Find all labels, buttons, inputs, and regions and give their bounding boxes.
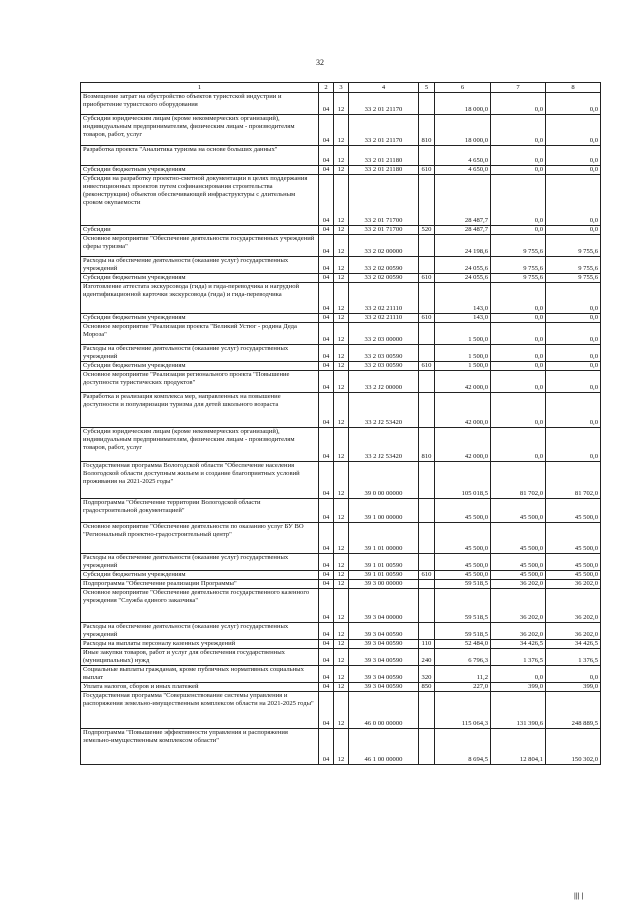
code-rz: 04: [319, 146, 334, 166]
amount-year-3: 0,0: [546, 283, 601, 314]
column-number: 1: [81, 83, 319, 93]
column-number: 8: [546, 83, 601, 93]
code-rz: 04: [319, 554, 334, 571]
code-vr: [419, 175, 435, 226]
code-vr: [419, 345, 435, 362]
code-pr: 12: [334, 257, 349, 274]
row-name: Изготовление аттестата экскурсовода (гида) и гида-переводчика и нагрудной идентификационной карточки экскурсовода (гида) и гида-переводчика: [81, 283, 319, 314]
code-rz: 04: [319, 692, 334, 729]
amount-year-1: 28 487,7: [435, 175, 491, 226]
code-rz: 04: [319, 666, 334, 683]
amount-year-1: 143,0: [435, 314, 491, 323]
column-number: 2: [319, 83, 334, 93]
row-name: Субсидии бюджетным учреждениям: [81, 274, 319, 283]
table-row: [81, 666, 601, 683]
code-csr: 39 1 01 00590: [349, 571, 419, 580]
amount-year-2: 81 702,0: [491, 462, 546, 499]
code-rz: 04: [319, 235, 334, 257]
amount-year-3: 45 500,0: [546, 523, 601, 554]
row-name: Основное мероприятие "Обеспечение деятельности государственных учреждений сферы туризма": [81, 235, 319, 257]
amount-year-3: 248 889,5: [546, 692, 601, 729]
code-csr: 33 2 02 21110: [349, 314, 419, 323]
row-name: Иные закупки товаров, работ и услуг для обеспечения государственных (муниципальных) нужд: [81, 649, 319, 666]
amount-year-2: 0,0: [491, 115, 546, 146]
code-pr: 12: [334, 362, 349, 371]
amount-year-3: 9 755,6: [546, 257, 601, 274]
column-number: 6: [435, 83, 491, 93]
code-pr: 12: [334, 314, 349, 323]
code-pr: 12: [334, 683, 349, 692]
table-row: [81, 115, 601, 146]
amount-year-3: 0,0: [546, 362, 601, 371]
page-number: 32: [316, 58, 324, 67]
row-name: Субсидии бюджетным учреждениям: [81, 166, 319, 175]
code-vr: [419, 554, 435, 571]
code-csr: 33 2 01 71700: [349, 226, 419, 235]
amount-year-1: 59 518,5: [435, 589, 491, 623]
amount-year-3: 36 202,0: [546, 580, 601, 589]
code-pr: 12: [334, 580, 349, 589]
amount-year-2: 0,0: [491, 666, 546, 683]
column-number: 4: [349, 83, 419, 93]
amount-year-1: 1 500,0: [435, 362, 491, 371]
code-csr: 33 2 02 00000: [349, 235, 419, 257]
table-row: [81, 175, 601, 226]
amount-year-2: 0,0: [491, 345, 546, 362]
amount-year-3: 45 500,0: [546, 571, 601, 580]
code-vr: 610: [419, 274, 435, 283]
row-name: Основное мероприятие "Реализация проекта "Великий Устюг - родина Деда Мороза": [81, 323, 319, 345]
row-name: Субсидии на разработку проектно-сметной документации в целях поддержания инвестиционных проектов путем софинансирования строительства (реконструкции) объектов обеспечивающей инфраструктуры с длительным сроком окупаемости: [81, 175, 319, 226]
row-name: Субсидии юридическим лицам (кроме некоммерческих организаций), индивидуальным предпринимателям, физическим лицам - производителям товаров, работ, услуг: [81, 115, 319, 146]
code-csr: 39 3 04 00590: [349, 649, 419, 666]
budget-table: [80, 82, 601, 765]
row-name: Расходы на обеспечение деятельности (оказание услуг) государственных учреждений: [81, 345, 319, 362]
code-rz: 04: [319, 729, 334, 765]
code-csr: 33 2 01 21170: [349, 115, 419, 146]
code-rz: 04: [319, 499, 334, 523]
code-rz: 04: [319, 649, 334, 666]
amount-year-3: 0,0: [546, 371, 601, 393]
amount-year-3: 9 755,6: [546, 274, 601, 283]
amount-year-1: 11,2: [435, 666, 491, 683]
amount-year-2: 36 202,0: [491, 589, 546, 623]
code-vr: [419, 729, 435, 765]
amount-year-1: 1 500,0: [435, 323, 491, 345]
column-number: 7: [491, 83, 546, 93]
amount-year-3: 0,0: [546, 166, 601, 175]
code-pr: 12: [334, 571, 349, 580]
code-csr: 33 2 03 00000: [349, 323, 419, 345]
column-number: 5: [419, 83, 435, 93]
code-pr: 12: [334, 623, 349, 640]
code-pr: 12: [334, 235, 349, 257]
amount-year-2: 9 755,6: [491, 235, 546, 257]
table-row: [81, 393, 601, 428]
code-vr: [419, 589, 435, 623]
code-pr: 12: [334, 523, 349, 554]
amount-year-1: 42 000,0: [435, 393, 491, 428]
code-csr: 33 2 03 00590: [349, 362, 419, 371]
code-vr: [419, 462, 435, 499]
amount-year-1: 24 055,6: [435, 257, 491, 274]
code-rz: 04: [319, 115, 334, 146]
table-row: [81, 499, 601, 523]
code-vr: 610: [419, 362, 435, 371]
amount-year-2: 0,0: [491, 226, 546, 235]
code-rz: 04: [319, 571, 334, 580]
code-csr: 33 2 02 21110: [349, 283, 419, 314]
code-vr: [419, 323, 435, 345]
code-csr: 39 3 04 00590: [349, 666, 419, 683]
code-vr: [419, 623, 435, 640]
code-pr: 12: [334, 640, 349, 649]
code-vr: [419, 257, 435, 274]
row-name: Субсидии: [81, 226, 319, 235]
amount-year-2: 45 500,0: [491, 523, 546, 554]
row-name: Расходы на выплаты персоналу казенных учреждений: [81, 640, 319, 649]
amount-year-2: 0,0: [491, 93, 546, 115]
amount-year-3: 45 500,0: [546, 499, 601, 523]
amount-year-2: 45 500,0: [491, 554, 546, 571]
amount-year-2: 0,0: [491, 393, 546, 428]
code-pr: 12: [334, 323, 349, 345]
row-name: Подпрограмма "Повышение эффективности управления и распоряжения земельно-имущественным комплексом области": [81, 729, 319, 765]
table-row: [81, 371, 601, 393]
row-name: Подпрограмма "Обеспечение территории Вологодской области градостроительной документацией": [81, 499, 319, 523]
code-csr: 33 2 J2 53420: [349, 428, 419, 462]
amount-year-2: 12 804,1: [491, 729, 546, 765]
amount-year-1: 45 500,0: [435, 554, 491, 571]
amount-year-2: 0,0: [491, 283, 546, 314]
row-name: Возмещение затрат на обустройство объектов туристской индустрии и приобретение туристского оборудования: [81, 93, 319, 115]
row-name: Основное мероприятие "Обеспечение деятельности по оказанию услуг БУ ВО "Региональный проектно-градостроительный центр": [81, 523, 319, 554]
code-vr: 320: [419, 666, 435, 683]
amount-year-1: 24 198,6: [435, 235, 491, 257]
amount-year-1: 52 484,0: [435, 640, 491, 649]
amount-year-2: 0,0: [491, 175, 546, 226]
code-csr: 39 0 00 00000: [349, 462, 419, 499]
code-rz: 04: [319, 93, 334, 115]
amount-year-3: 0,0: [546, 226, 601, 235]
row-name: Субсидии бюджетным учреждениям: [81, 314, 319, 323]
amount-year-2: 0,0: [491, 371, 546, 393]
code-pr: 12: [334, 692, 349, 729]
code-rz: 04: [319, 257, 334, 274]
code-pr: 12: [334, 589, 349, 623]
code-csr: 33 2 02 00590: [349, 274, 419, 283]
amount-year-2: 0,0: [491, 428, 546, 462]
row-name: Основное мероприятие "Обеспечение деятельности государственного казенного учреждения "Служба единого заказчика": [81, 589, 319, 623]
code-vr: 520: [419, 226, 435, 235]
table-row: [81, 345, 601, 362]
amount-year-3: 0,0: [546, 666, 601, 683]
amount-year-3: 36 202,0: [546, 623, 601, 640]
amount-year-1: 45 500,0: [435, 523, 491, 554]
code-csr: 33 2 01 21180: [349, 166, 419, 175]
code-pr: 12: [334, 283, 349, 314]
code-rz: 04: [319, 345, 334, 362]
table-row: [81, 314, 601, 323]
row-name: Государственная программа Вологодской области "Обеспечение населения Вологодской области доступным жильем и создание благоприятных условий проживания на 2021-2025 годы": [81, 462, 319, 499]
table-row: [81, 640, 601, 649]
amount-year-2: 1 376,5: [491, 649, 546, 666]
table-row: [81, 649, 601, 666]
amount-year-3: 0,0: [546, 146, 601, 166]
code-rz: 04: [319, 462, 334, 499]
amount-year-3: 0,0: [546, 115, 601, 146]
amount-year-1: 42 000,0: [435, 428, 491, 462]
code-vr: [419, 146, 435, 166]
amount-year-2: 36 202,0: [491, 623, 546, 640]
code-vr: [419, 580, 435, 589]
amount-year-1: 8 694,5: [435, 729, 491, 765]
code-pr: 12: [334, 649, 349, 666]
amount-year-3: 0,0: [546, 93, 601, 115]
amount-year-3: 0,0: [546, 393, 601, 428]
row-name: Субсидии бюджетным учреждениям: [81, 362, 319, 371]
code-csr: 39 1 00 00000: [349, 499, 419, 523]
amount-year-1: 1 500,0: [435, 345, 491, 362]
table-row: [81, 283, 601, 314]
code-pr: 12: [334, 371, 349, 393]
code-csr: 39 3 04 00590: [349, 623, 419, 640]
table-row: [81, 623, 601, 640]
column-number-row: [81, 83, 601, 93]
amount-year-3: 0,0: [546, 323, 601, 345]
code-rz: 04: [319, 589, 334, 623]
column-number: 3: [334, 83, 349, 93]
table-row: [81, 93, 601, 115]
code-csr: 46 1 00 00000: [349, 729, 419, 765]
code-rz: 04: [319, 226, 334, 235]
amount-year-3: 9 755,6: [546, 235, 601, 257]
code-rz: 04: [319, 623, 334, 640]
code-vr: 610: [419, 314, 435, 323]
amount-year-2: 36 202,0: [491, 580, 546, 589]
code-vr: [419, 283, 435, 314]
code-vr: 610: [419, 166, 435, 175]
code-rz: 04: [319, 362, 334, 371]
code-rz: 04: [319, 274, 334, 283]
code-rz: 04: [319, 175, 334, 226]
code-csr: 33 2 J2 53420: [349, 393, 419, 428]
code-csr: 39 3 04 00590: [349, 683, 419, 692]
amount-year-2: 45 500,0: [491, 571, 546, 580]
table-row: [81, 166, 601, 175]
amount-year-1: 105 018,5: [435, 462, 491, 499]
row-name: Государственная программа "Совершенствование системы управления и распоряжения земельно-имущественным комплексом области на 2021-2025 годы": [81, 692, 319, 729]
amount-year-2: 45 500,0: [491, 499, 546, 523]
table-row: [81, 235, 601, 257]
table-row: [81, 523, 601, 554]
amount-year-1: 6 796,3: [435, 649, 491, 666]
code-rz: 04: [319, 371, 334, 393]
code-rz: 04: [319, 523, 334, 554]
amount-year-2: 0,0: [491, 314, 546, 323]
amount-year-1: 45 500,0: [435, 499, 491, 523]
amount-year-1: 28 487,7: [435, 226, 491, 235]
row-name: Субсидии бюджетным учреждениям: [81, 571, 319, 580]
table-row: [81, 554, 601, 571]
row-name: Расходы на обеспечение деятельности (оказание услуг) государственных учреждений: [81, 257, 319, 274]
code-rz: 04: [319, 580, 334, 589]
amount-year-1: 18 000,0: [435, 115, 491, 146]
amount-year-3: 399,0: [546, 683, 601, 692]
code-rz: 04: [319, 640, 334, 649]
code-pr: 12: [334, 274, 349, 283]
row-name: Разработка и реализация комплекса мер, направленных на повышение доступности и популяризации туризма для детей школьного возраста: [81, 393, 319, 428]
amount-year-3: 36 202,0: [546, 589, 601, 623]
code-csr: 33 2 01 71700: [349, 175, 419, 226]
table-row: [81, 274, 601, 283]
code-vr: 110: [419, 640, 435, 649]
amount-year-1: 42 000,0: [435, 371, 491, 393]
code-vr: 850: [419, 683, 435, 692]
table-row: [81, 580, 601, 589]
amount-year-2: 34 426,5: [491, 640, 546, 649]
code-pr: 12: [334, 499, 349, 523]
code-csr: 33 2 01 21170: [349, 93, 419, 115]
code-pr: 12: [334, 729, 349, 765]
code-csr: 39 1 01 00000: [349, 523, 419, 554]
code-rz: 04: [319, 283, 334, 314]
amount-year-2: 0,0: [491, 146, 546, 166]
row-name: Основное мероприятие "Реализация регионального проекта "Повышение доступности туристических продуктов": [81, 371, 319, 393]
table-row: [81, 146, 601, 166]
code-pr: 12: [334, 666, 349, 683]
amount-year-1: 143,0: [435, 283, 491, 314]
code-vr: [419, 499, 435, 523]
amount-year-2: 0,0: [491, 362, 546, 371]
code-pr: 12: [334, 166, 349, 175]
code-rz: 04: [319, 166, 334, 175]
row-name: Разработка проекта "Аналитика туризма на основе больших данных": [81, 146, 319, 166]
table-row: [81, 729, 601, 765]
table-row: [81, 683, 601, 692]
code-pr: 12: [334, 93, 349, 115]
amount-year-2: 399,0: [491, 683, 546, 692]
row-name: Подпрограмма "Обеспечение реализации Программы": [81, 580, 319, 589]
table-row: [81, 462, 601, 499]
code-rz: 04: [319, 683, 334, 692]
code-csr: 33 2 J2 00000: [349, 371, 419, 393]
amount-year-3: 0,0: [546, 345, 601, 362]
row-name: Уплата налогов, сборов и иных платежей: [81, 683, 319, 692]
code-vr: [419, 393, 435, 428]
amount-year-2: 0,0: [491, 323, 546, 345]
amount-year-3: 1 376,5: [546, 649, 601, 666]
code-pr: 12: [334, 175, 349, 226]
code-rz: 04: [319, 393, 334, 428]
code-pr: 12: [334, 146, 349, 166]
code-pr: 12: [334, 226, 349, 235]
amount-year-2: 131 390,6: [491, 692, 546, 729]
code-vr: [419, 371, 435, 393]
row-name: Расходы на обеспечение деятельности (оказание услуг) государственных учреждений: [81, 623, 319, 640]
table-row: [81, 323, 601, 345]
amount-year-2: 0,0: [491, 166, 546, 175]
amount-year-2: 9 755,6: [491, 274, 546, 283]
amount-year-3: 0,0: [546, 175, 601, 226]
code-vr: 610: [419, 571, 435, 580]
amount-year-1: 18 000,0: [435, 93, 491, 115]
amount-year-3: 81 702,0: [546, 462, 601, 499]
code-rz: 04: [319, 323, 334, 345]
code-pr: 12: [334, 462, 349, 499]
row-name: Социальные выплаты гражданам, кроме публичных нормативных социальных выплат: [81, 666, 319, 683]
code-csr: 33 2 02 00590: [349, 257, 419, 274]
code-rz: 04: [319, 314, 334, 323]
code-csr: 46 0 00 00000: [349, 692, 419, 729]
amount-year-3: 45 500,0: [546, 554, 601, 571]
code-csr: 33 2 03 00590: [349, 345, 419, 362]
row-name: Расходы на обеспечение деятельности (оказание услуг) государственных учреждений: [81, 554, 319, 571]
amount-year-3: 34 426,5: [546, 640, 601, 649]
table-row: [81, 226, 601, 235]
code-pr: 12: [334, 393, 349, 428]
amount-year-1: 115 064,3: [435, 692, 491, 729]
row-name: Субсидии юридическим лицам (кроме некоммерческих организаций), индивидуальным предпринимателям, физическим лицам - производителям товаров, работ, услуг: [81, 428, 319, 462]
code-rz: 04: [319, 428, 334, 462]
table-row: [81, 257, 601, 274]
table-row: [81, 428, 601, 462]
code-pr: 12: [334, 115, 349, 146]
code-vr: [419, 93, 435, 115]
code-csr: 39 1 01 00590: [349, 554, 419, 571]
amount-year-1: 45 500,0: [435, 571, 491, 580]
code-pr: 12: [334, 554, 349, 571]
code-vr: [419, 692, 435, 729]
amount-year-2: 9 755,6: [491, 257, 546, 274]
code-csr: 39 3 04 00000: [349, 589, 419, 623]
amount-year-3: 150 302,0: [546, 729, 601, 765]
table-row: [81, 571, 601, 580]
amount-year-1: 4 650,0: [435, 146, 491, 166]
amount-year-1: 59 518,5: [435, 623, 491, 640]
amount-year-1: 59 518,5: [435, 580, 491, 589]
code-csr: 39 3 04 00590: [349, 640, 419, 649]
table-row: [81, 362, 601, 371]
code-csr: 39 3 00 00000: [349, 580, 419, 589]
amount-year-1: 24 055,6: [435, 274, 491, 283]
code-vr: [419, 523, 435, 554]
table-row: [81, 589, 601, 623]
amount-year-3: 0,0: [546, 428, 601, 462]
table-row: [81, 692, 601, 729]
code-pr: 12: [334, 428, 349, 462]
code-pr: 12: [334, 345, 349, 362]
amount-year-1: 4 650,0: [435, 166, 491, 175]
code-vr: [419, 235, 435, 257]
code-vr: 810: [419, 115, 435, 146]
code-vr: 810: [419, 428, 435, 462]
amount-year-3: 0,0: [546, 314, 601, 323]
amount-year-1: 227,0: [435, 683, 491, 692]
footer-mark: ||| |: [574, 893, 584, 900]
code-vr: 240: [419, 649, 435, 666]
code-csr: 33 2 01 21180: [349, 146, 419, 166]
